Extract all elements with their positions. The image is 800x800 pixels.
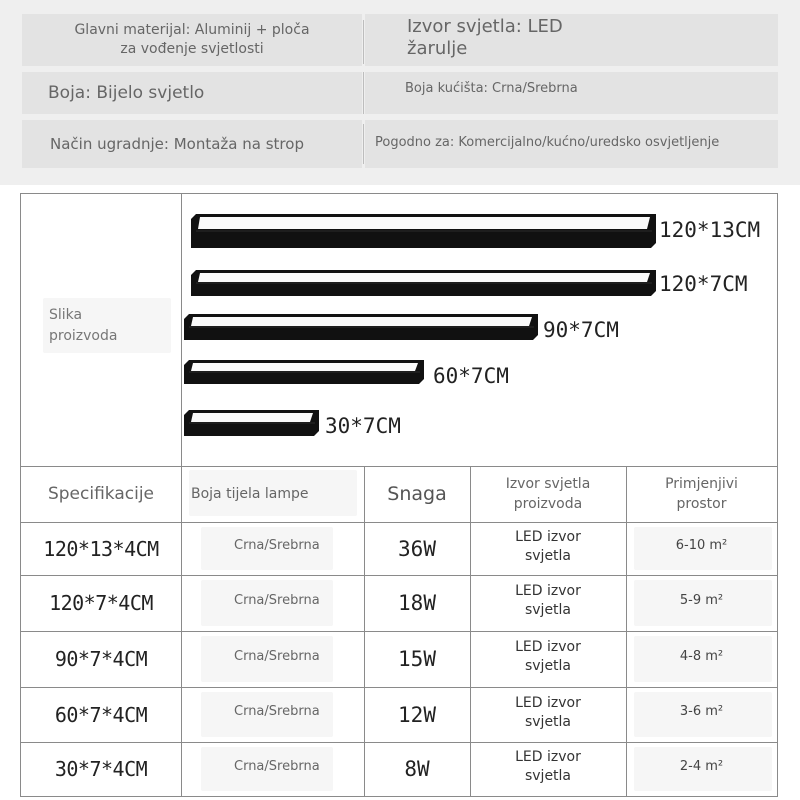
info-installation: Način ugradnje: Montaža na strop [50,135,304,153]
row-body-color: Crna/Srebrna [234,704,320,719]
info-material: Glavni materijal: Aluminij + ploča za vođenje svjetlosti [74,22,310,57]
row-power: 15W [398,647,436,671]
divider [363,72,364,114]
header-area: Primjenjivi prostor [665,476,738,512]
row-body-color: Crna/Srebrna [234,592,320,608]
info-suitable: Pogodno za: Komercijalno/kućno/uredsko osvjetljenje [375,134,720,150]
row-spec: 120*13*4CM [43,536,159,561]
info-light-source: Izvor svjetla: LED žarulje [407,16,563,59]
product-info-panel [0,0,800,185]
row-area: 5-9 m² [679,592,724,608]
row-source: LED izvor svjetla [515,749,581,784]
row-power: 18W [398,591,436,615]
info-installation-box [22,120,362,168]
row-spec: 60*7*4CM [54,702,148,727]
info-color: Boja: Bijelo svjetlo [48,83,205,103]
lamp-size-label: 120*13CM [659,218,761,242]
lamp-shape [184,410,319,436]
row-source: LED izvor svjetla [515,528,581,564]
row-body-color: Crna/Srebrna [234,758,320,774]
divider [363,20,364,64]
spec-table [20,193,778,797]
row-spec: 120*7*4CM [49,591,153,615]
info-suitable-box [365,120,778,168]
header-spec: Specifikacije [47,484,155,504]
row-area: 4-8 m² [679,648,724,664]
row-body-color: Crna/Srebrna [234,648,320,664]
row-power: 8W [404,757,430,781]
product-image-label: Slika proizvoda [49,307,118,344]
row-area: 2-4 m² [679,758,724,774]
info-light-source-box [365,14,778,66]
lamp-size-label: 30*7CM [325,414,401,438]
row-power: 12W [398,702,436,727]
row-source: LED izvor svjetla [515,583,581,618]
row-spec: 30*7*4CM [54,757,148,781]
lamp-shape [191,214,656,248]
row-area: 6-10 m² [675,538,728,553]
row-area: 3-6 m² [679,704,724,719]
lamp-shape [191,270,656,296]
header-source: Izvor svjetla proizvoda [505,476,591,512]
lamp-shape [184,314,538,340]
header-body-color: Boja tijela lampe [191,486,309,502]
info-color-box [22,72,362,114]
lamp-size-label: 60*7CM [433,364,509,388]
lamp-size-label: 120*7CM [659,272,748,296]
info-material-box [22,14,362,66]
lamp-shape [184,360,424,384]
info-housing-color: Boja kućišta: Crna/Srebrna [405,80,578,96]
header-power: Snaga [387,483,447,505]
row-power: 36W [398,536,436,561]
row-source: LED izvor svjetla [515,694,581,730]
row-source: LED izvor svjetla [515,639,581,674]
info-housing-color-box [365,72,778,114]
lamp-size-label: 90*7CM [543,318,619,342]
divider [363,124,364,164]
row-body-color: Crna/Srebrna [234,538,320,553]
row-spec: 90*7*4CM [54,647,148,671]
